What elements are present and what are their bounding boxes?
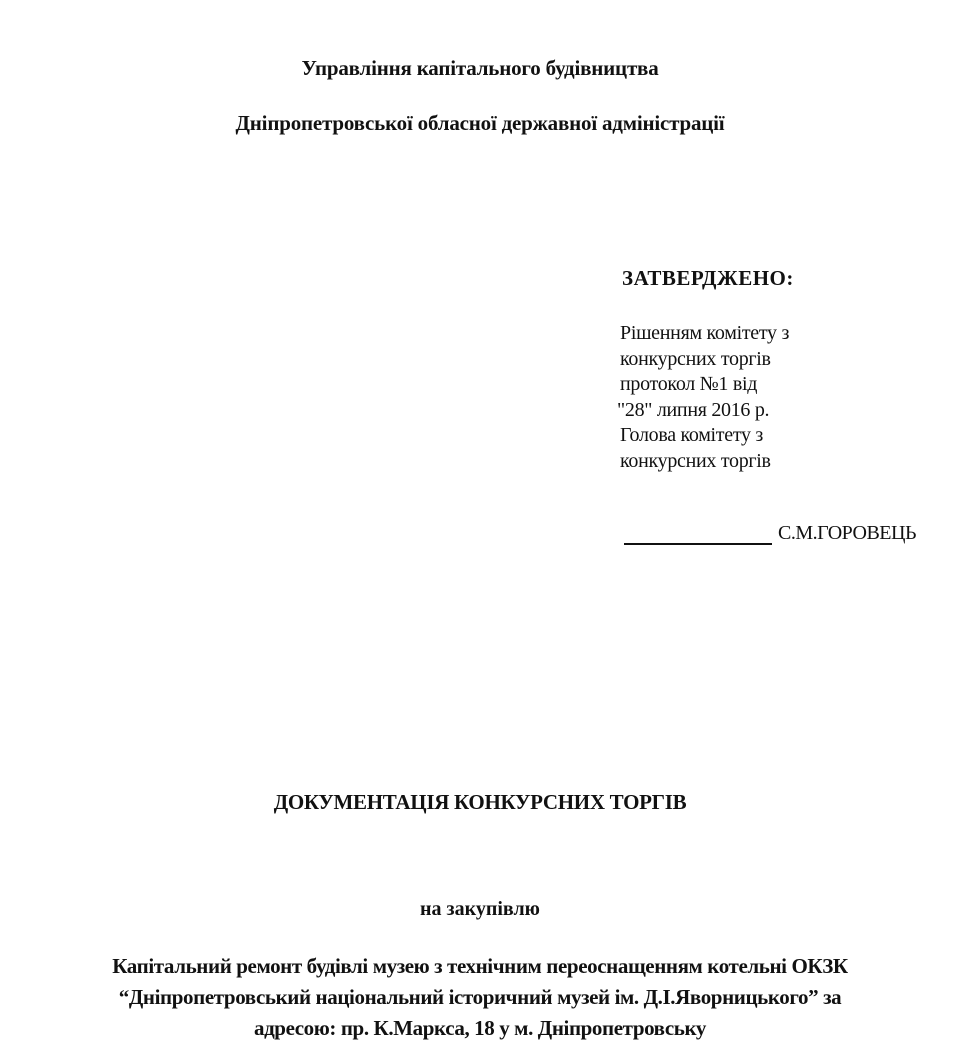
approval-line: Голова комітету з (620, 424, 764, 446)
document-subtitle: на закупівлю (420, 898, 540, 920)
approval-date: "28" липня 2016 р. (617, 398, 770, 421)
signatory-name: С.М.ГОРОВЕЦЬ (778, 522, 916, 544)
approval-line: протокол №1 від (620, 373, 758, 395)
organization-region: Дніпропетровської обласної державної адміністрації (235, 111, 725, 135)
signature-line (624, 519, 772, 545)
organization-name: Управління капітального будівництва (301, 56, 659, 80)
approval-line: Рішенням комітету з (620, 322, 790, 344)
approval-block (617, 321, 790, 474)
approval-line: конкурсних торгів (620, 347, 771, 370)
procurement-subject-line: Капітальний ремонт будівлі музею з технічним переоснащенням котельні ОКЗК (112, 954, 848, 978)
document-title: ДОКУМЕНТАЦІЯ КОНКУРСНИХ ТОРГІВ (273, 790, 687, 814)
signature-block (624, 519, 916, 545)
approval-line: конкурсних торгів (620, 449, 771, 472)
procurement-subject-line: адресою: пр. К.Маркса, 18 у м. Дніпропетровську (253, 1016, 707, 1040)
approval-heading: ЗАТВЕРДЖЕНО: (622, 266, 794, 290)
procurement-subject-line: “Дніпропетровський національний історичний музей ім. Д.І.Яворницького” за (118, 985, 842, 1009)
